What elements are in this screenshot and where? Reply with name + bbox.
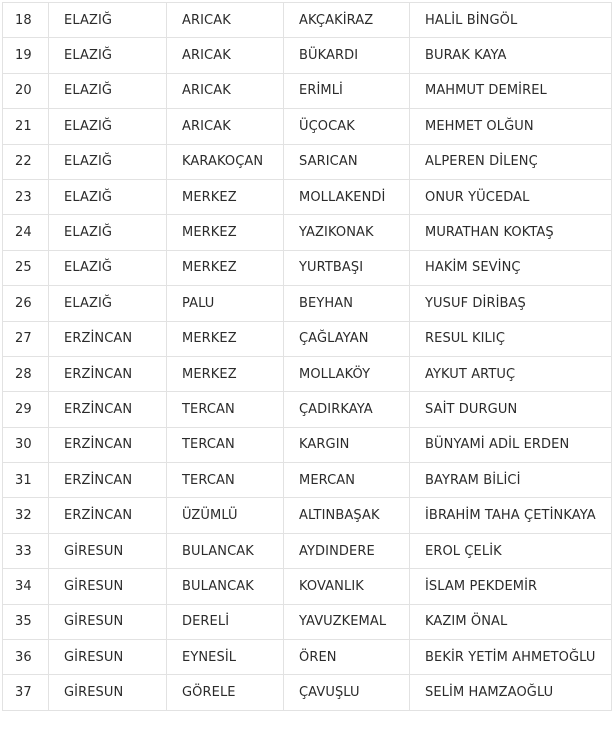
district-cell: KARAKOÇAN <box>167 144 284 179</box>
table-row <box>3 3 612 38</box>
person-name-cell: BEKİR YETİM AHMETOĞLU <box>410 640 612 675</box>
table-row <box>3 38 612 73</box>
row-number-cell: 24 <box>3 215 49 250</box>
person-name-cell: RESUL KILIÇ <box>410 321 612 356</box>
district-cell: ARICAK <box>167 109 284 144</box>
table-row <box>3 498 612 533</box>
row-number-cell: 27 <box>3 321 49 356</box>
row-number-cell: 23 <box>3 179 49 214</box>
person-name-cell: İSLAM PEKDEMİR <box>410 569 612 604</box>
district-cell: TERCAN <box>167 463 284 498</box>
province-cell: ERZİNCAN <box>49 356 167 391</box>
village-cell: KOVANLIK <box>284 569 410 604</box>
village-cell: ÖREN <box>284 640 410 675</box>
village-cell: YAZIKONAK <box>284 215 410 250</box>
person-name-cell: BURAK KAYA <box>410 38 612 73</box>
province-cell: ERZİNCAN <box>49 498 167 533</box>
table-row <box>3 604 612 639</box>
district-cell: TERCAN <box>167 392 284 427</box>
village-cell: YURTBAŞI <box>284 250 410 285</box>
district-cell: TERCAN <box>167 427 284 462</box>
village-cell: AYDINDERE <box>284 533 410 568</box>
village-cell: ÇAĞLAYAN <box>284 321 410 356</box>
province-cell: ERZİNCAN <box>49 392 167 427</box>
village-cell: ÇADIRKAYA <box>284 392 410 427</box>
province-cell: ELAZIĞ <box>49 250 167 285</box>
province-cell: ELAZIĞ <box>49 109 167 144</box>
row-number-cell: 26 <box>3 286 49 321</box>
district-cell: MERKEZ <box>167 179 284 214</box>
table-row <box>3 144 612 179</box>
person-name-cell: BÜNYAMİ ADİL ERDEN <box>410 427 612 462</box>
person-name-cell: HALİL BİNGÖL <box>410 3 612 38</box>
table-row <box>3 640 612 675</box>
row-number-cell: 28 <box>3 356 49 391</box>
table-row <box>3 356 612 391</box>
person-name-cell: BAYRAM BİLİCİ <box>410 463 612 498</box>
table-row <box>3 109 612 144</box>
village-cell: MOLLAKÖY <box>284 356 410 391</box>
table-row <box>3 392 612 427</box>
district-cell: ARICAK <box>167 38 284 73</box>
village-cell: BEYHAN <box>284 286 410 321</box>
province-cell: ERZİNCAN <box>49 427 167 462</box>
table-row <box>3 73 612 108</box>
district-cell: ÜZÜMLÜ <box>167 498 284 533</box>
person-name-cell: HAKİM SEVİNÇ <box>410 250 612 285</box>
village-cell: ALTINBAŞAK <box>284 498 410 533</box>
row-number-cell: 22 <box>3 144 49 179</box>
person-name-cell: MEHMET OLĞUN <box>410 109 612 144</box>
row-number-cell: 34 <box>3 569 49 604</box>
province-cell: GİRESUN <box>49 569 167 604</box>
person-name-cell: ONUR YÜCEDAL <box>410 179 612 214</box>
table-row <box>3 250 612 285</box>
row-number-cell: 35 <box>3 604 49 639</box>
row-number-cell: 37 <box>3 675 49 710</box>
district-cell: MERKEZ <box>167 356 284 391</box>
village-cell: ERİMLİ <box>284 73 410 108</box>
row-number-cell: 32 <box>3 498 49 533</box>
district-cell: MERKEZ <box>167 215 284 250</box>
row-number-cell: 19 <box>3 38 49 73</box>
district-cell: DERELİ <box>167 604 284 639</box>
table-row <box>3 569 612 604</box>
province-cell: GİRESUN <box>49 640 167 675</box>
table-row <box>3 533 612 568</box>
row-number-cell: 21 <box>3 109 49 144</box>
table-row <box>3 463 612 498</box>
person-name-cell: SELİM HAMZAOĞLU <box>410 675 612 710</box>
village-cell: AKÇAKİRAZ <box>284 3 410 38</box>
province-cell: ERZİNCAN <box>49 321 167 356</box>
row-number-cell: 29 <box>3 392 49 427</box>
province-cell: ELAZIĞ <box>49 215 167 250</box>
district-cell: ARICAK <box>167 3 284 38</box>
province-cell: ERZİNCAN <box>49 463 167 498</box>
table-row <box>3 675 612 710</box>
row-number-cell: 18 <box>3 3 49 38</box>
row-number-cell: 36 <box>3 640 49 675</box>
person-name-cell: SAİT DURGUN <box>410 392 612 427</box>
person-name-cell: MURATHAN KOKTAŞ <box>410 215 612 250</box>
village-cell: MERCAN <box>284 463 410 498</box>
province-cell: GİRESUN <box>49 604 167 639</box>
village-cell: BÜKARDI <box>284 38 410 73</box>
province-cell: ELAZIĞ <box>49 3 167 38</box>
data-table <box>2 2 612 711</box>
district-cell: EYNESİL <box>167 640 284 675</box>
row-number-cell: 25 <box>3 250 49 285</box>
person-name-cell: İBRAHİM TAHA ÇETİNKAYA <box>410 498 612 533</box>
district-cell: PALU <box>167 286 284 321</box>
district-cell: ARICAK <box>167 73 284 108</box>
person-name-cell: KAZIM ÖNAL <box>410 604 612 639</box>
district-cell: GÖRELE <box>167 675 284 710</box>
province-cell: ELAZIĞ <box>49 179 167 214</box>
row-number-cell: 33 <box>3 533 49 568</box>
table-row <box>3 427 612 462</box>
table-row <box>3 321 612 356</box>
village-cell: SARICAN <box>284 144 410 179</box>
district-cell: MERKEZ <box>167 321 284 356</box>
person-name-cell: AYKUT ARTUÇ <box>410 356 612 391</box>
table-row <box>3 179 612 214</box>
district-cell: BULANCAK <box>167 569 284 604</box>
district-cell: BULANCAK <box>167 533 284 568</box>
district-cell: MERKEZ <box>167 250 284 285</box>
province-cell: GİRESUN <box>49 533 167 568</box>
province-cell: ELAZIĞ <box>49 38 167 73</box>
village-cell: ÜÇOCAK <box>284 109 410 144</box>
row-number-cell: 31 <box>3 463 49 498</box>
table-body <box>3 3 612 711</box>
province-cell: ELAZIĞ <box>49 286 167 321</box>
village-cell: YAVUZKEMAL <box>284 604 410 639</box>
village-cell: KARGIN <box>284 427 410 462</box>
person-name-cell: YUSUF DİRİBAŞ <box>410 286 612 321</box>
row-number-cell: 20 <box>3 73 49 108</box>
person-name-cell: ALPEREN DİLENÇ <box>410 144 612 179</box>
village-cell: ÇAVUŞLU <box>284 675 410 710</box>
province-cell: ELAZIĞ <box>49 73 167 108</box>
province-cell: GİRESUN <box>49 675 167 710</box>
person-name-cell: MAHMUT DEMİREL <box>410 73 612 108</box>
person-name-cell: EROL ÇELİK <box>410 533 612 568</box>
village-cell: MOLLAKENDİ <box>284 179 410 214</box>
table-row <box>3 215 612 250</box>
province-cell: ELAZIĞ <box>49 144 167 179</box>
table-row <box>3 286 612 321</box>
row-number-cell: 30 <box>3 427 49 462</box>
